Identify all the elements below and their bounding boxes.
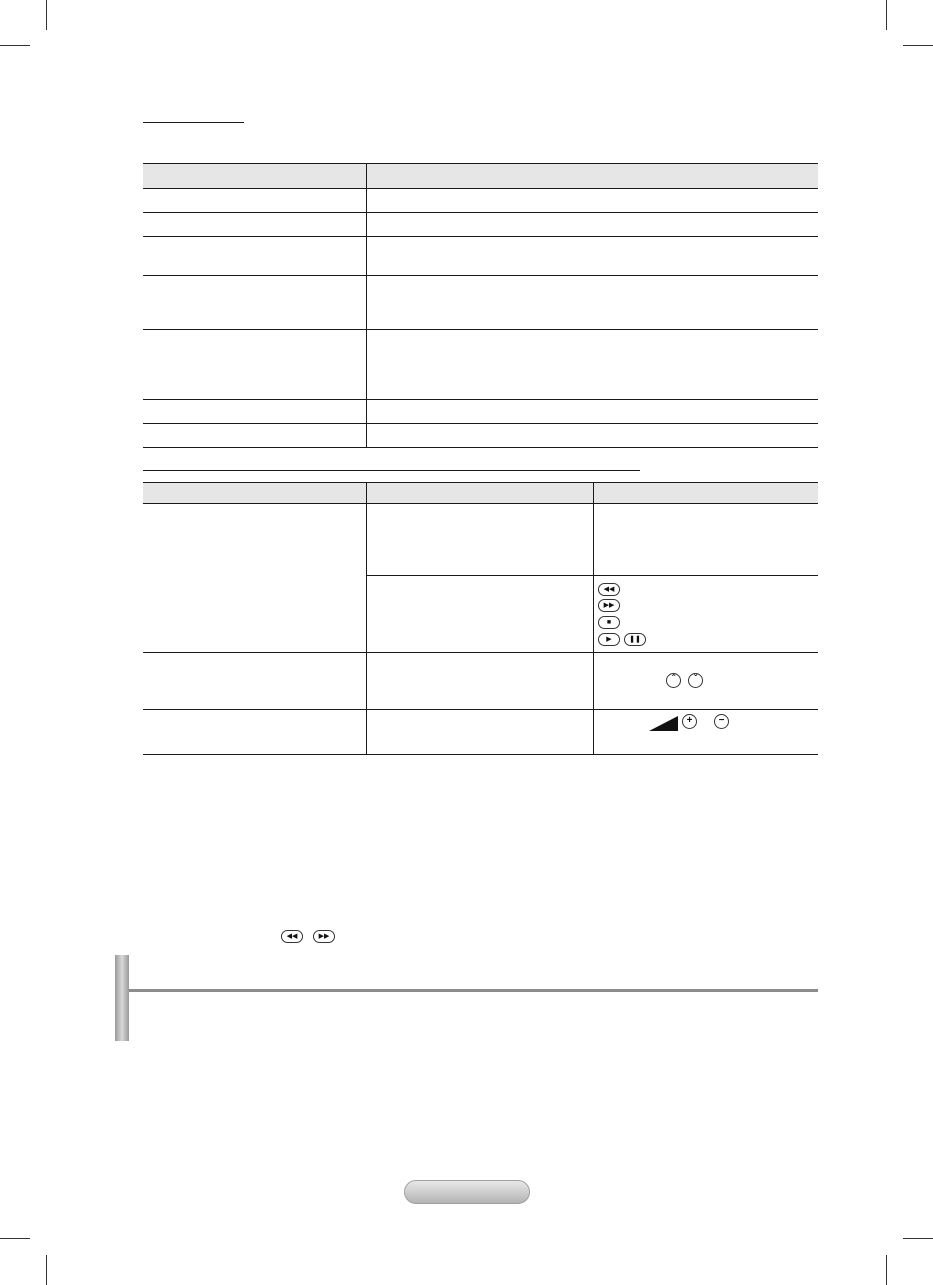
table-row	[143, 276, 818, 330]
rewind-icon: ◀◀	[281, 930, 303, 943]
table-cell	[143, 653, 367, 709]
crop-mark	[46, 1255, 47, 1285]
table-header-cell	[143, 164, 367, 188]
table-cell	[143, 276, 367, 329]
table-cell	[367, 504, 594, 575]
crop-mark	[903, 45, 933, 46]
table-cell	[143, 330, 367, 399]
table-row	[143, 213, 818, 237]
crop-mark	[886, 0, 887, 30]
control-table	[143, 482, 818, 755]
table-cell	[367, 710, 594, 754]
table-cell	[367, 576, 594, 652]
table-cell	[143, 710, 367, 754]
table-header-cell	[143, 483, 367, 503]
table-cell	[367, 213, 818, 236]
spec-table	[143, 163, 818, 448]
table-cell	[367, 330, 818, 399]
pause-icon: ❚❚	[624, 633, 646, 646]
table-row	[143, 653, 818, 710]
table-cell	[143, 400, 367, 423]
table-cell	[367, 276, 818, 329]
table-row	[143, 189, 818, 213]
chevron-down-icon: ˇ	[688, 673, 703, 688]
table-row	[143, 424, 818, 448]
table-cell	[367, 400, 818, 423]
table-row	[143, 237, 818, 276]
table-cell	[594, 504, 818, 575]
subheading-underline	[143, 470, 640, 471]
crop-mark	[903, 1238, 933, 1239]
table-header-row	[143, 163, 818, 189]
chevron-up-icon: ˆ	[666, 673, 681, 688]
fast-forward-icon: ▶▶	[598, 599, 620, 612]
table-cell	[594, 653, 818, 709]
table-cell	[143, 189, 367, 212]
page-number-badge	[404, 1180, 530, 1204]
crop-mark	[0, 1238, 30, 1239]
table-cell	[367, 237, 818, 275]
table-header-cell	[594, 483, 818, 503]
table-row-group	[143, 504, 818, 653]
table-cell	[367, 653, 594, 709]
fast-forward-icon: ▶▶	[313, 930, 335, 943]
table-row	[143, 710, 818, 755]
minus-icon: −	[714, 714, 729, 729]
table-cell	[143, 237, 367, 275]
plus-icon: +	[682, 714, 697, 729]
table-cell	[367, 189, 818, 212]
table-header-cell	[367, 483, 594, 503]
volume-ramp-icon	[649, 716, 679, 732]
table-row	[143, 400, 818, 424]
section-side-bar	[115, 955, 129, 1041]
table-header-cell	[367, 164, 818, 188]
crop-mark	[886, 1255, 887, 1285]
table-cell	[143, 424, 367, 447]
rewind-icon: ◀◀	[598, 583, 620, 596]
table-cell	[367, 424, 818, 447]
crop-mark	[46, 0, 47, 30]
table-cell	[594, 710, 818, 754]
table-cell	[594, 576, 818, 652]
table-cell	[143, 504, 367, 652]
stop-icon: ■	[598, 616, 620, 629]
play-icon: ▶	[598, 633, 620, 646]
table-row	[367, 504, 818, 576]
table-row	[143, 330, 818, 400]
table-row	[367, 576, 818, 652]
section-rule	[129, 989, 818, 992]
table-header-row	[143, 482, 818, 504]
crop-mark	[0, 45, 30, 46]
table-cell	[143, 213, 367, 236]
heading-underline	[143, 122, 244, 123]
